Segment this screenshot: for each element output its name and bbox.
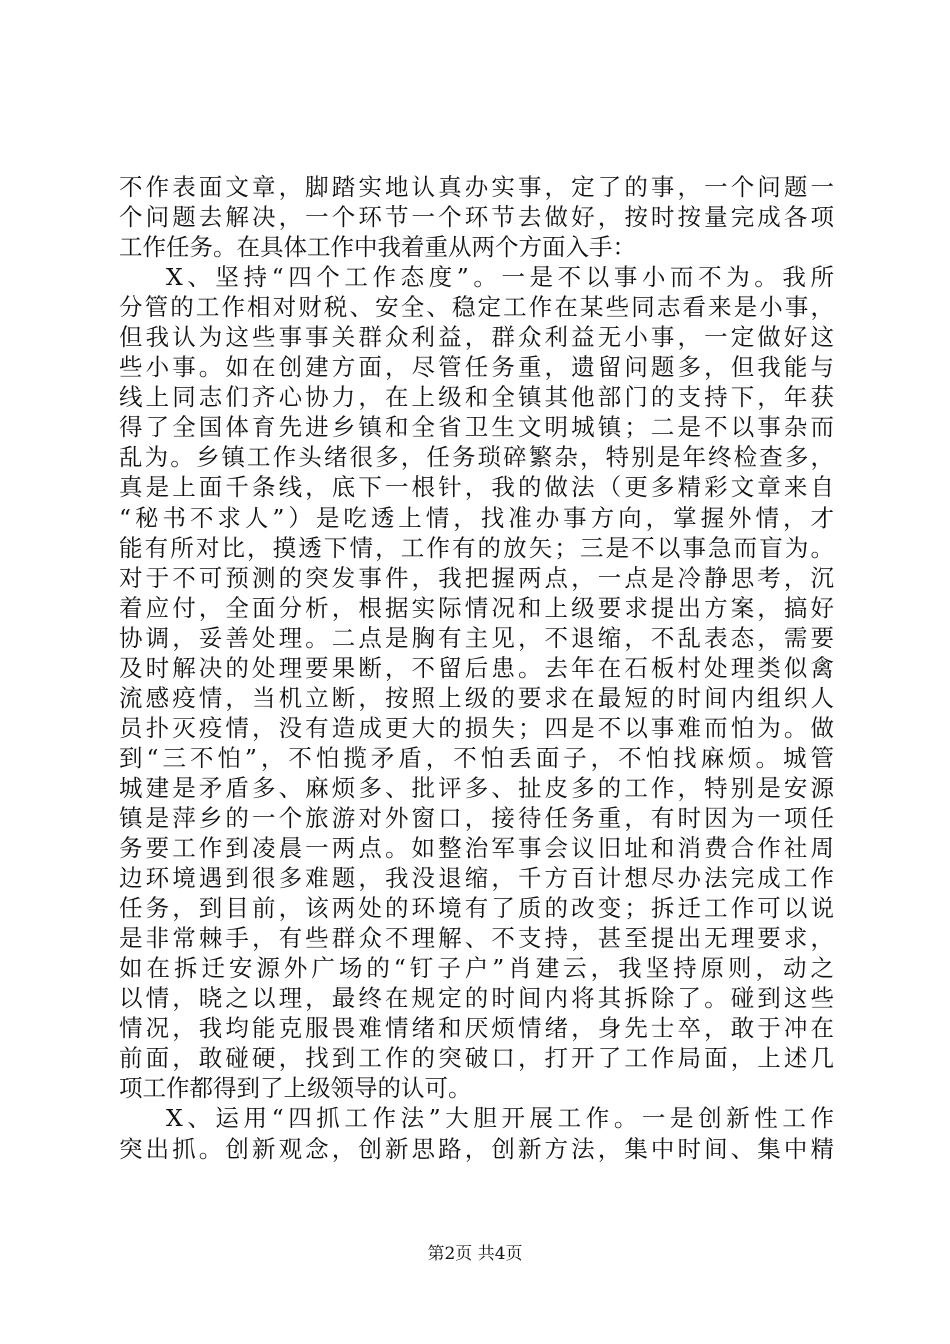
text-line: 些小事。如在创建方面，尽管任务重，遗留问题多，但我能与 bbox=[119, 353, 834, 382]
text-line: 线上同志们齐心协力，在上级和全镇其他部门的支持下，年获 bbox=[119, 383, 834, 412]
text-line: 能有所对比，摸透下情，工作有的放矢；三是不以事急而盲为。 bbox=[119, 533, 834, 562]
text-line: 工作任务。在具体工作中我着重从两个方面入手： bbox=[119, 233, 636, 262]
text-line: 镇是萍乡的一个旅游对外窗口，接待任务重，有时因为一项任 bbox=[119, 803, 834, 832]
text-line: 突出抓。创新观念，创新思路，创新方法，集中时间、集中精 bbox=[119, 1134, 834, 1163]
text-line: 但我认为这些事事关群众利益，群众利益无小事，一定做好这 bbox=[119, 323, 834, 352]
text-line: 前面，敢碰硬，找到工作的突破口，打开了工作局面，上述几 bbox=[119, 1044, 834, 1073]
text-line: 边环境遇到很多难题，我没退缩，千方百计想尽办法完成工作 bbox=[119, 864, 834, 893]
text-line: 任务，到目前，该两处的环境有了质的改变；拆迁工作可以说 bbox=[119, 894, 834, 923]
text-line: 及时解决的处理要果断，不留后患。去年在石板村处理类似禽 bbox=[119, 653, 834, 682]
text-line: 着应付，全面分析，根据实际情况和上级要求提出方案，搞好 bbox=[119, 593, 834, 622]
text-line: 真是上面千条线，底下一根针，我的做法（更多精彩文章来自 bbox=[119, 473, 834, 502]
text-line: 以情，晓之以理，最终在规定的时间内将其拆除了。碰到这些 bbox=[119, 984, 834, 1013]
text-line: 员扑灭疫情，没有造成更大的损失；四是不以事难而怕为。做 bbox=[119, 713, 834, 742]
text-line: 个问题去解决，一个环节一个环节去做好，按时按量完成各项 bbox=[119, 203, 834, 232]
page-footer: 第2页 共4页 bbox=[427, 1244, 523, 1264]
text-line: 不作表面文章，脚踏实地认真办实事，定了的事，一个问题一 bbox=[119, 173, 834, 201]
text-line: 项工作都得到了上级领导的认可。 bbox=[119, 1074, 472, 1103]
text-line: 城建是矛盾多、麻烦多、批评多、扯皮多的工作，特别是安源 bbox=[119, 773, 834, 802]
body-text bbox=[119, 172, 834, 1164]
text-line: 得了全国体育先进乡镇和全省卫生文明城镇；二是不以事杂而 bbox=[119, 413, 834, 442]
text-line: X、运用“四抓工作法”大胆开展工作。一是创新性工作 bbox=[166, 1104, 834, 1133]
text-line: 乱为。乡镇工作头绪很多，任务琐碎繁杂，特别是年终检查多， bbox=[119, 443, 834, 472]
text-line: 情况，我均能克服畏难情绪和厌烦情绪，身先士卒，敢于冲在 bbox=[119, 1014, 834, 1043]
text-line: 是非常棘手，有些群众不理解、不支持，甚至提出无理要求， bbox=[119, 924, 834, 953]
text-line: 对于不可预测的突发事件，我把握两点，一点是冷静思考，沉 bbox=[119, 563, 834, 592]
text-line: 分管的工作相对财税、安全、稳定工作在某些同志看来是小事， bbox=[119, 293, 834, 322]
text-line: X、坚持“四个工作态度”。一是不以事小而不为。我所 bbox=[166, 263, 834, 292]
text-line: 流感疫情，当机立断，按照上级的要求在最短的时间内组织人 bbox=[119, 683, 834, 712]
text-line: 如在拆迁安源外广场的“钉子户”肖建云，我坚持原则，动之 bbox=[119, 954, 834, 983]
text-line: “秘书不求人”）是吃透上情，找准办事方向，掌握外情，才 bbox=[119, 503, 834, 532]
text-line: 协调，妥善处理。二点是胸有主见，不退缩，不乱表态，需要 bbox=[119, 623, 834, 652]
text-line: 务要工作到凌晨一两点。如整治军事会议旧址和消费合作社周 bbox=[119, 834, 834, 863]
text-line: 到“三不怕”，不怕揽矛盾，不怕丢面子，不怕找麻烦。城管 bbox=[119, 743, 834, 772]
